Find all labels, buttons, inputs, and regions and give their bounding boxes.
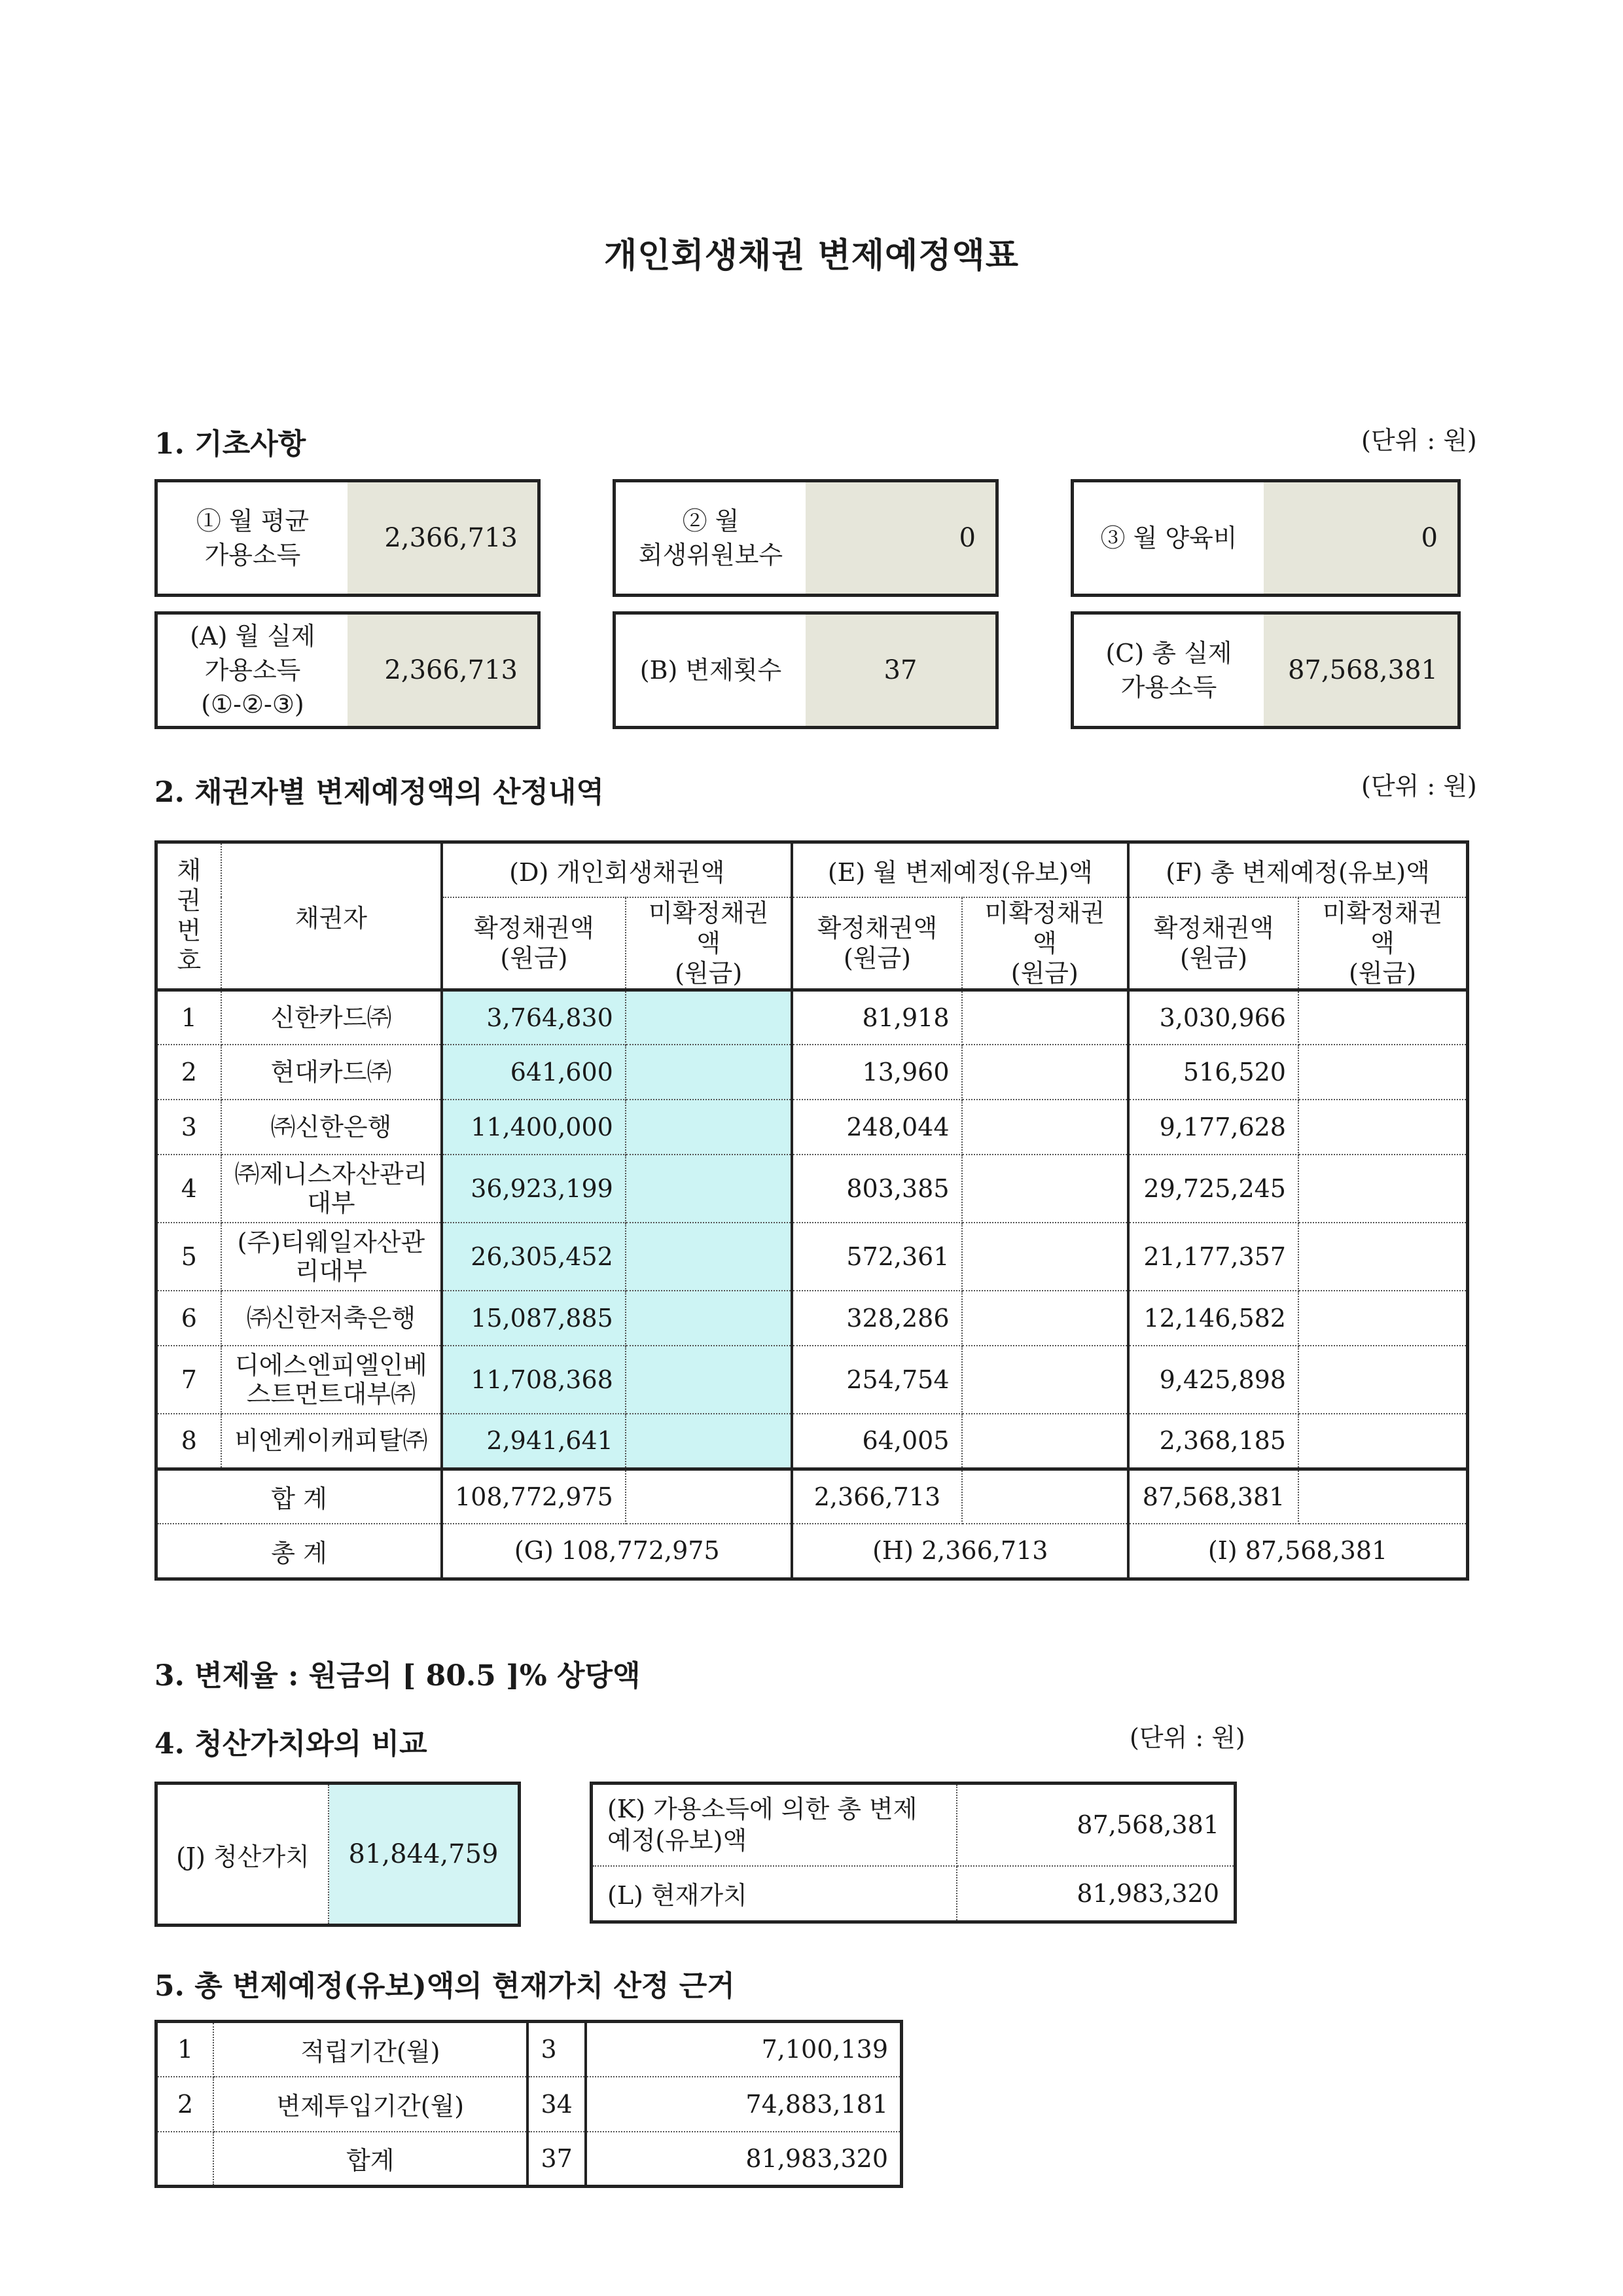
- table-row: 5 (주)티웨일자산관리대부 26,305,452 572,361 21,177,357: [156, 1223, 1468, 1291]
- monthly-avg-income-value: 2,366,713: [348, 482, 537, 594]
- section5-heading: 5. 총 변제예정(유보)액의 현재가치 산정 근거: [154, 1969, 735, 2003]
- section1-heading: 1. 기초사항: [154, 427, 306, 461]
- page-title: 개인회생채권 변제예정액표: [604, 236, 1019, 276]
- k-value: 87,568,381: [957, 1784, 1235, 1866]
- repayment-count-value: 37: [806, 615, 995, 726]
- total-income-box: [1071, 611, 1461, 729]
- sum-e: 2,366,713: [792, 1469, 961, 1524]
- repayment-count-label: (B) 변제횟수: [616, 615, 806, 726]
- table-row: 2 현대카드㈜ 641,600 13,960 516,520: [156, 1045, 1468, 1100]
- table-row: 2 변제투입기간(월) 34 74,883,181: [156, 2077, 902, 2132]
- header-group-d: (D) 개인회생채권액: [442, 842, 792, 897]
- header-d-unconfirmed: 미확정채권액 (원금): [626, 897, 793, 990]
- header-creditor: 채권자: [221, 842, 442, 990]
- child-support-value: 0: [1264, 482, 1457, 594]
- sum-f: 87,568,381: [1128, 1469, 1298, 1524]
- table-row: 합계 37 81,983,320: [156, 2132, 902, 2187]
- table-row: 3 ㈜신한은행 11,400,000 248,044 9,177,628: [156, 1100, 1468, 1155]
- trustee-fee-label: ② 월 회생위원보수: [616, 482, 806, 594]
- sum-row: [156, 1469, 1468, 1524]
- trustee-fee-box: [613, 479, 999, 597]
- actual-income-box: [154, 611, 541, 729]
- total-h: (H) 2,366,713: [792, 1524, 1128, 1579]
- sum-d: 108,772,975: [442, 1469, 626, 1524]
- present-value-basis-table: [154, 2020, 903, 2188]
- table-row: 8 비엔케이캐피탈㈜ 2,941,641 64,005 2,368,185: [156, 1414, 1468, 1469]
- table-row: 6 ㈜신한저축은행 15,087,885 328,286 12,146,582: [156, 1291, 1468, 1346]
- present-value-comparison-table: [590, 1782, 1237, 1924]
- table-row: 4 ㈜제니스자산관리대부 36,923,199 803,385 29,725,245: [156, 1155, 1468, 1223]
- total-label: 총 계: [156, 1524, 442, 1579]
- section4-heading: 4. 청산가치와의 비교: [154, 1727, 427, 1761]
- table-row: 1 적립기간(월) 3 7,100,139: [156, 2022, 902, 2077]
- total-g: (G) 108,772,975: [442, 1524, 792, 1579]
- liquidation-value-box: [154, 1782, 521, 1927]
- total-income-label: (C) 총 실제 가용소득: [1074, 615, 1264, 726]
- actual-income-value: 2,366,713: [348, 615, 537, 726]
- section1-unit: (단위 : 원): [1361, 426, 1477, 455]
- header-no: 채권 번호: [156, 842, 221, 990]
- total-income-value: 87,568,381: [1264, 615, 1457, 726]
- header-group-f: (F) 총 변제예정(유보)액: [1128, 842, 1467, 897]
- trustee-fee-value: 0: [806, 482, 995, 594]
- liquidation-value-label: (J) 청산가치: [158, 1785, 329, 1924]
- header-f-confirmed: 확정채권액 (원금): [1128, 897, 1298, 990]
- section3-heading: 3. 변제율 : 원금의 [ 80.5 ]% 상당액: [154, 1659, 641, 1693]
- header-d-confirmed: 확정채권액 (원금): [442, 897, 626, 990]
- actual-income-label: (A) 월 실제 가용소득 (①-②-③): [158, 615, 348, 726]
- table-row: 1 신한카드㈜ 3,764,830 81,918 3,030,966: [156, 990, 1468, 1045]
- monthly-avg-income-box: [154, 479, 541, 597]
- total-row: [156, 1524, 1468, 1579]
- section2-unit: (단위 : 원): [1361, 772, 1477, 800]
- k-label: (K) 가용소득에 의한 총 변제 예정(유보)액: [592, 1784, 957, 1866]
- creditor-repayment-table: [154, 840, 1469, 1581]
- liquidation-value: 81,844,759: [329, 1785, 518, 1924]
- header-group-e: (E) 월 변제예정(유보)액: [792, 842, 1128, 897]
- header-e-confirmed: 확정채권액 (원금): [792, 897, 961, 990]
- table-row: 7 디에스엔피엘인베스트먼트대부㈜ 11,708,368 254,754 9,425,898: [156, 1346, 1468, 1414]
- child-support-label: ③ 월 양육비: [1074, 482, 1264, 594]
- l-label: (L) 현재가치: [592, 1866, 957, 1922]
- total-i: (I) 87,568,381: [1128, 1524, 1467, 1579]
- header-f-unconfirmed: 미확정채권액 (원금): [1298, 897, 1468, 990]
- repayment-count-box: [613, 611, 999, 729]
- child-support-box: [1071, 479, 1461, 597]
- sum-label: 합 계: [156, 1469, 442, 1524]
- header-e-unconfirmed: 미확정채권액 (원금): [962, 897, 1129, 990]
- l-value: 81,983,320: [957, 1866, 1235, 1922]
- monthly-avg-income-label: ① 월 평균 가용소득: [158, 482, 348, 594]
- section4-unit: (단위 : 원): [1130, 1723, 1245, 1752]
- section2-heading: 2. 채권자별 변제예정액의 산정내역: [154, 776, 604, 809]
